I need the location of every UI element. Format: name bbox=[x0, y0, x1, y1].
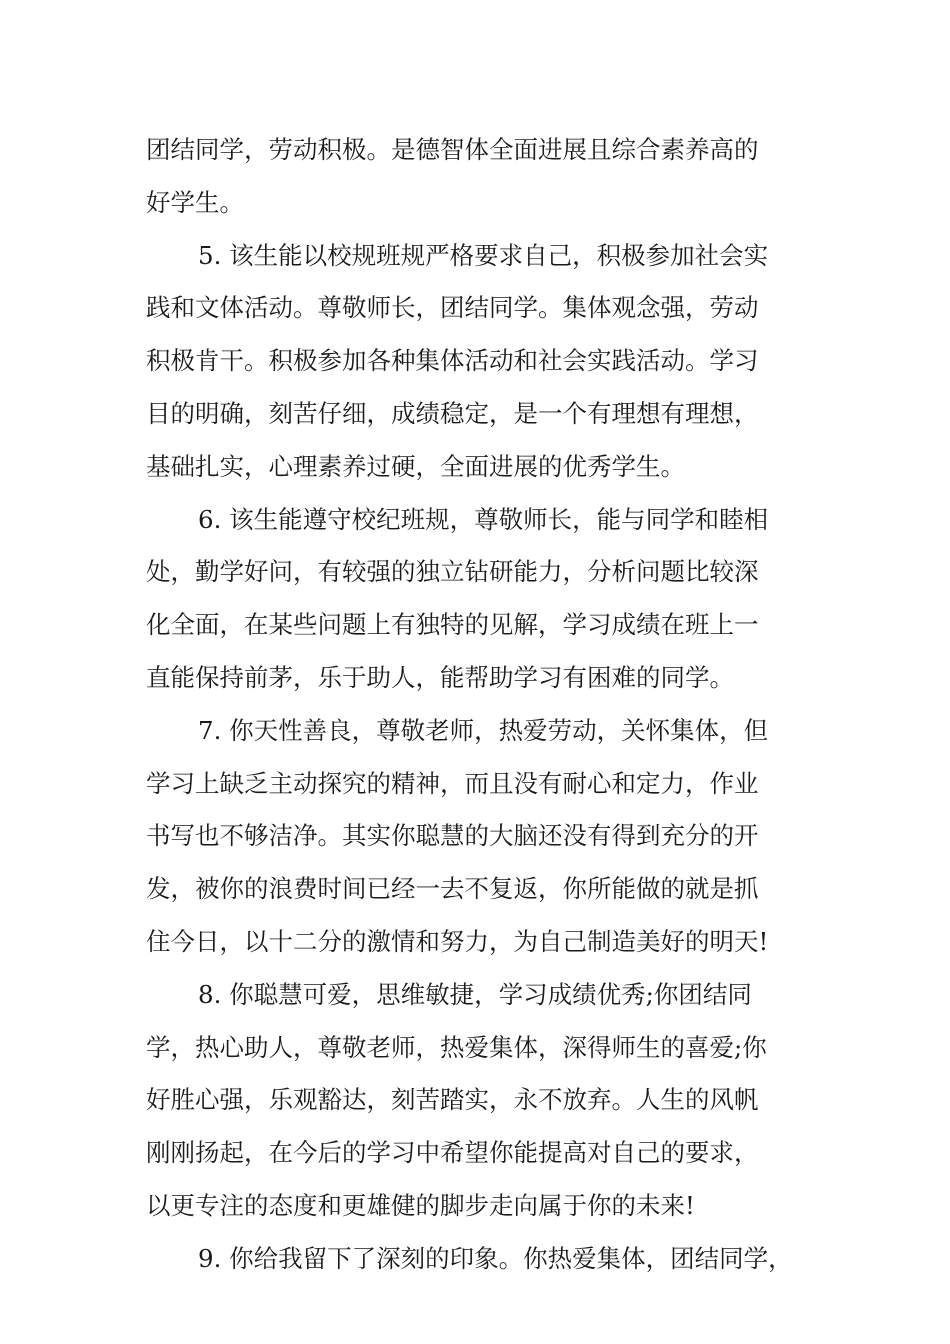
paragraph-6 bbox=[146, 494, 826, 705]
paragraph-7 bbox=[146, 705, 826, 969]
text-line: 住今日，以十二分的激情和努力，为自己制造美好的明天! bbox=[146, 926, 769, 956]
text-line: 积极肯干。积极参加各种集体活动和社会实践活动。学习 bbox=[146, 346, 759, 376]
document-body bbox=[146, 124, 826, 1286]
text-line: 7. 你天性善良，尊敬老师，热爱劳动，关怀集体，但 bbox=[198, 715, 769, 745]
text-line: 践和文体活动。尊敬师长，团结同学。集体观念强，劳动 bbox=[146, 293, 759, 323]
text-line: 基础扎实，心理素养过硬，全面进展的优秀学生。 bbox=[146, 451, 685, 481]
paragraph-4-continuation bbox=[146, 124, 826, 230]
paragraph-5 bbox=[146, 230, 826, 494]
text-line: 9. 你给我留下了深刻的印象。你热爱集体，团结同学， bbox=[198, 1243, 793, 1273]
paragraph-8 bbox=[146, 969, 826, 1233]
text-line: 好胜心强，乐观豁达，刻苦踏实，永不放弃。人生的风帆 bbox=[146, 1085, 759, 1115]
text-line: 发，被你的浪费时间已经一去不复返，你所能做的就是抓 bbox=[146, 874, 759, 904]
text-line: 处，勤学好问，有较强的独立钻研能力，分析问题比较深 bbox=[146, 557, 759, 587]
text-line: 学，热心助人，尊敬老师，热爱集体，深得师生的喜爱;你 bbox=[146, 1032, 767, 1062]
text-line: 好学生。 bbox=[146, 187, 244, 217]
text-line: 学习上缺乏主动探究的精神，而且没有耐心和定力，作业 bbox=[146, 768, 759, 798]
paragraph-9 bbox=[146, 1233, 826, 1286]
text-line: 5. 该生能以校规班规严格要求自己，积极参加社会实 bbox=[198, 240, 769, 270]
text-line: 直能保持前茅，乐于助人，能帮助学习有困难的同学。 bbox=[146, 662, 734, 692]
text-line: 化全面，在某些问题上有独特的见解，学习成绩在班上一 bbox=[146, 610, 759, 640]
text-line: 刚刚扬起，在今后的学习中希望你能提高对自己的要求， bbox=[146, 1138, 759, 1168]
text-line: 8. 你聪慧可爱，思维敏捷，学习成绩优秀;你团结同 bbox=[198, 979, 752, 1009]
text-line: 6. 该生能遵守校纪班规，尊敬师长，能与同学和睦相 bbox=[198, 504, 769, 534]
text-line: 团结同学，劳动积极。是德智体全面进展且综合素养高的 bbox=[146, 135, 759, 164]
text-line: 目的明确，刻苦仔细，成绩稳定，是一个有理想有理想， bbox=[146, 398, 759, 428]
text-line: 书写也不够洁净。其实你聪慧的大脑还没有得到充分的开 bbox=[146, 821, 759, 851]
text-line: 以更专注的态度和更雄健的脚步走向属于你的未来! bbox=[146, 1190, 695, 1220]
